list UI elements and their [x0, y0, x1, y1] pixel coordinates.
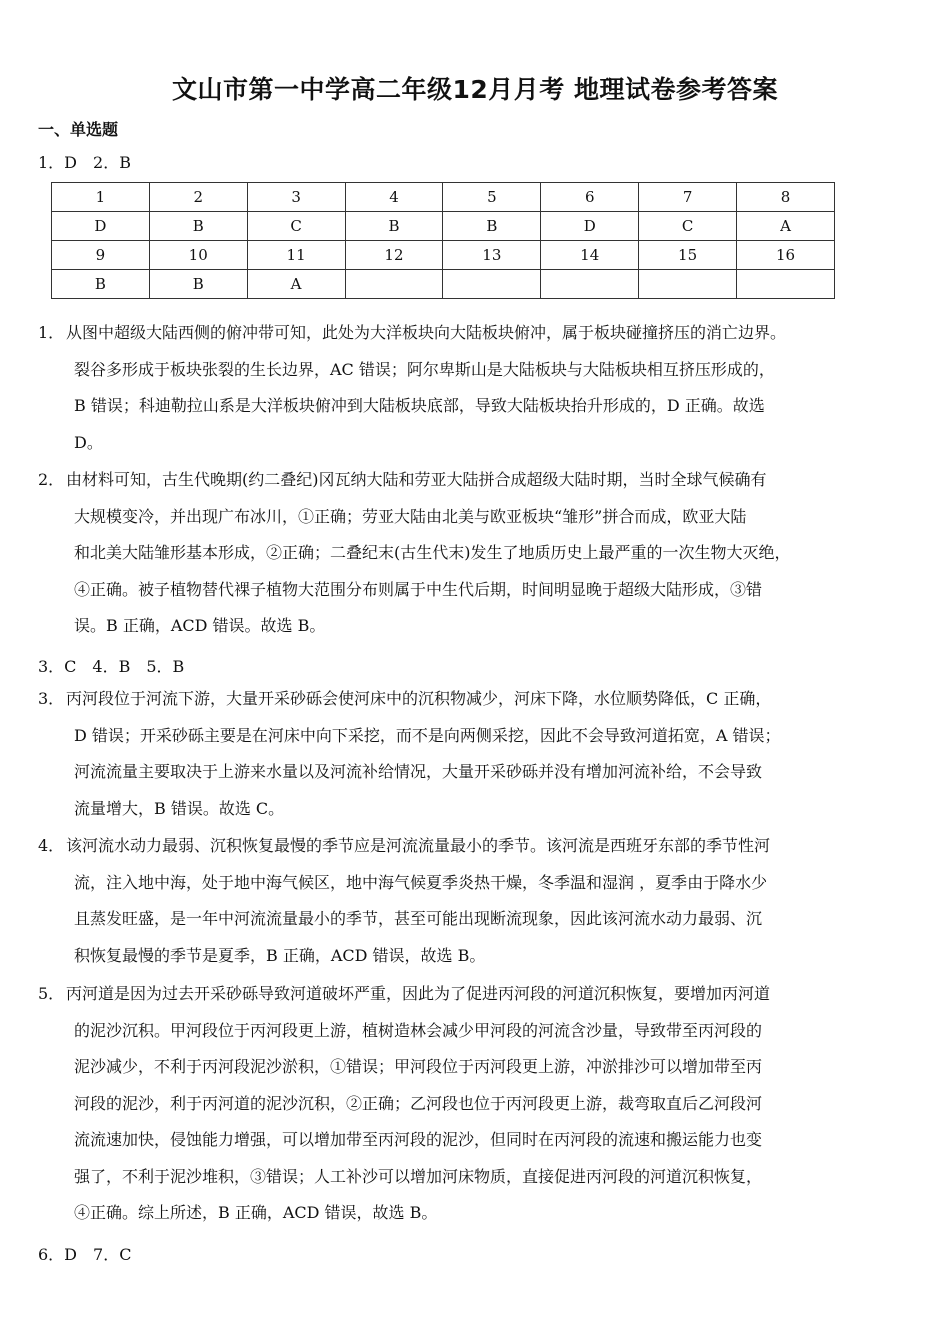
- table-cell: 7: [639, 183, 737, 212]
- table-row: [52, 241, 835, 270]
- table-cell: 9: [52, 241, 150, 270]
- explanation-line: B 错误；科迪勒拉山系是大洋板块俯冲到大陆板块底部，导致大陆板块抬升形成的，D 正确。故选: [74, 396, 765, 415]
- explanation-line: 河流流量主要取决于上游来水量以及河流补给情况，大量开采砂砾并没有增加河流补给，不会导致: [74, 762, 763, 781]
- table-cell: A: [737, 212, 835, 241]
- explanation-line: 流流速加快，侵蚀能力增强，可以增加带至丙河段的泥沙，但同时在丙河段的流速和搬运能力也变: [74, 1130, 763, 1149]
- explanation-line: D 错误；开采砂砾主要是在河床中向下采挖，而不是向两侧采挖，因此不会导致河道拓宽，A 错误；: [74, 725, 781, 745]
- table-cell: B: [443, 212, 541, 241]
- explanation-5: [38, 984, 828, 1240]
- explanation-line: 的泥沙沉积。甲河段位于丙河段更上游，植树造林会减少甲河段的河流含沙量，导致带至丙河段的: [74, 1020, 763, 1040]
- explanation-line: 误。B 正确，ACD 错误。故选 B。: [74, 616, 326, 635]
- table-row: [52, 212, 835, 241]
- table-cell: B: [149, 212, 247, 241]
- explanation-2: [38, 470, 828, 653]
- table-cell: [639, 270, 737, 299]
- explanation-number: 1．: [38, 323, 65, 342]
- table-cell: A: [247, 270, 345, 299]
- explanation-number: 5．: [38, 984, 65, 1003]
- table-cell: B: [149, 270, 247, 299]
- explanation-line: 裂谷多形成于板块张裂的生长边界，AC 错误；阿尔卑斯山是大陆板块与大陆板块相互挤压形成的，: [74, 359, 775, 379]
- table-cell: 3: [247, 183, 345, 212]
- table-cell: 16: [737, 241, 835, 270]
- table-cell: 4: [345, 183, 443, 212]
- table-cell: 10: [149, 241, 247, 270]
- explanation-line: 该河流水动力最弱、沉积恢复最慢的季节应是河流流量最小的季节。该河流是西班牙东部的季节性河: [66, 836, 771, 855]
- table-cell: 13: [443, 241, 541, 270]
- table-cell: C: [247, 212, 345, 241]
- explanation-line: 且蒸发旺盛，是一年中河流流量最小的季节，甚至可能出现断流现象，因此该河流水动力最弱、沉: [74, 909, 763, 928]
- table-cell: D: [52, 212, 150, 241]
- explanation-line: 积恢复最慢的季节是夏季，B 正确，ACD 错误，故选 B。: [74, 945, 486, 965]
- table-cell: [345, 270, 443, 299]
- table-cell: [443, 270, 541, 299]
- table-cell: C: [639, 212, 737, 241]
- table-cell: 15: [639, 241, 737, 270]
- table-cell: D: [541, 212, 639, 241]
- explanation-line: D。: [74, 432, 103, 452]
- table-cell: 6: [541, 183, 639, 212]
- explanation-line: 和北美大陆雏形基本形成，②正确；二叠纪末(古生代末)发生了地质历史上最严重的一次生物大灭绝，: [74, 543, 791, 562]
- table-row: [52, 270, 835, 299]
- explanation-line: 从图中超级大陆西侧的俯冲带可知，此处为大洋板块向大陆板块俯冲，属于板块碰撞挤压的消亡边界。: [66, 323, 787, 342]
- answer-table: [51, 182, 835, 299]
- table-cell: 14: [541, 241, 639, 270]
- explanation-line: ④正确。综上所述，B 正确，ACD 错误，故选 B。: [74, 1203, 438, 1222]
- explanation-line: 大规模变冷，并出现广布冰川，①正确；劳亚大陆由北美与欧亚板块“雏形”拼合而成，欧亚大陆: [74, 506, 747, 526]
- table-row: [52, 183, 835, 212]
- explanation-line: 泥沙减少，不利于丙河段泥沙淤积，①错误；甲河段位于丙河段更上游，冲淤排沙可以增加带至丙: [74, 1057, 763, 1076]
- page-title: 文山市第一中学高二年级12月月考 地理试卷参考答案: [172, 75, 778, 104]
- answer-group-2: 3．C 4．B 5．B: [38, 657, 185, 676]
- table-cell: B: [52, 270, 150, 299]
- table-cell: [541, 270, 639, 299]
- explanation-line: 由材料可知，古生代晚期(约二叠纪)冈瓦纳大陆和劳亚大陆拼合成超级大陆时期，当时全球气候确有: [66, 470, 767, 489]
- answer-group-3: 6．D 7．C: [38, 1245, 132, 1264]
- explanation-number: 3．: [38, 689, 65, 708]
- table-cell: [737, 270, 835, 299]
- explanation-line: 丙河道是因为过去开采砂砾导致河道破坏严重，因此为了促进丙河段的河道沉积恢复，要增加丙河道: [66, 984, 771, 1003]
- table-cell: 5: [443, 183, 541, 212]
- table-cell: 2: [149, 183, 247, 212]
- table-cell: 1: [52, 183, 150, 212]
- explanation-1: [38, 323, 828, 469]
- explanation-line: 丙河段位于河流下游，大量开采砂砾会使河床中的沉积物减少，河床下降，水位顺势降低，C 正确，: [66, 689, 772, 708]
- explanation-3: [38, 689, 828, 835]
- explanation-line: 强了，不利于泥沙堆积，③错误；人工补沙可以增加河床物质，直接促进丙河段的河道沉积恢复，: [74, 1166, 763, 1186]
- table-cell: B: [345, 212, 443, 241]
- section-heading: 一、单选题: [38, 120, 119, 139]
- explanation-line: 流量增大，B 错误。故选 C。: [74, 798, 285, 818]
- explanation-4: [38, 836, 828, 982]
- table-cell: 11: [247, 241, 345, 270]
- table-cell: 8: [737, 183, 835, 212]
- answer-group-1: 1．D 2．B: [38, 153, 131, 172]
- table-cell: 12: [345, 241, 443, 270]
- explanation-line: ④正确。被子植物替代裸子植物大范围分布则属于中生代后期，时间明显晚于超级大陆形成，③错: [74, 579, 763, 599]
- explanation-line: 河段的泥沙，利于丙河道的泥沙沉积，②正确；乙河段也位于丙河段更上游，裁弯取直后乙河段河: [74, 1093, 763, 1113]
- explanation-number: 4．: [38, 836, 65, 855]
- explanation-number: 2．: [38, 470, 65, 489]
- explanation-line: 流，注入地中海，处于地中海气候区，地中海气候夏季炎热干燥，冬季温和湿润 ，夏季由于降水少: [74, 872, 768, 892]
